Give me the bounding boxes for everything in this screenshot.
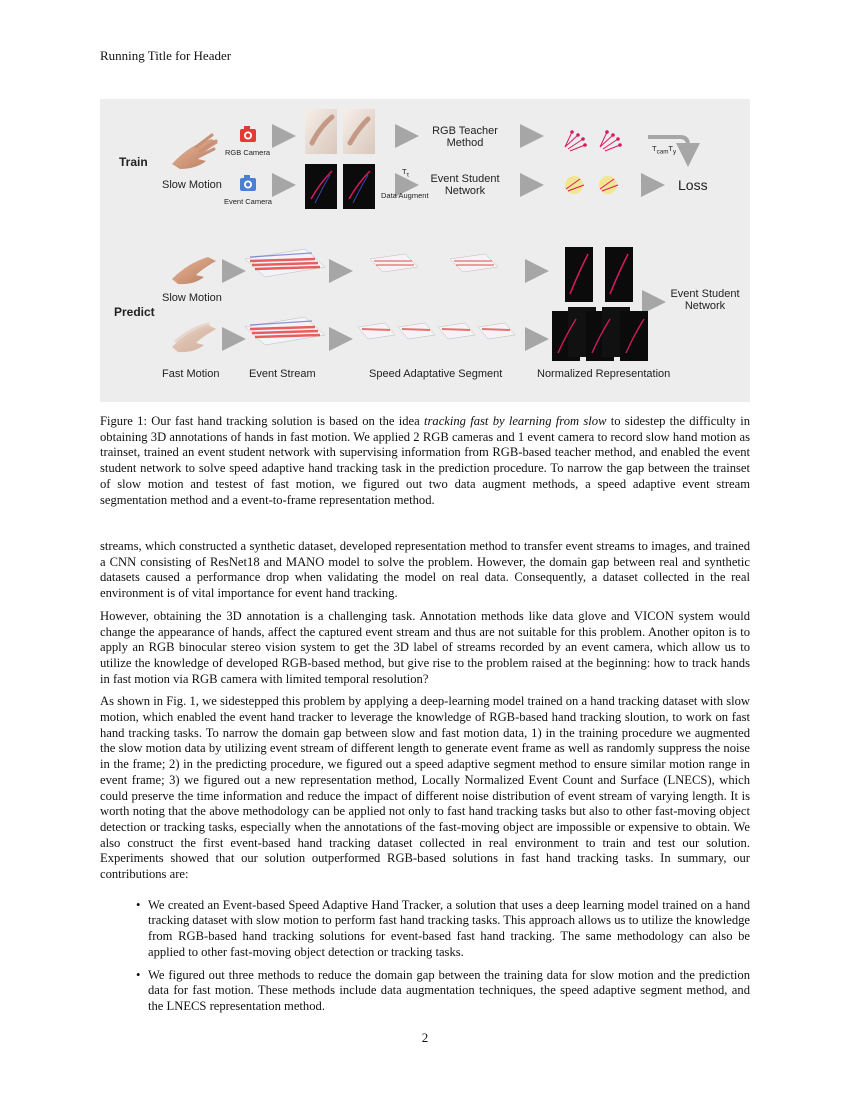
data-augment-label: Data Augment [381, 191, 429, 200]
page-number: 2 [421, 1030, 429, 1045]
loss-label: Loss [678, 177, 708, 193]
train-event-student-network: Event Student Network [430, 173, 500, 197]
predict-event-student-network: Event Student Network [670, 288, 740, 312]
figure-caption: Figure 1: Our fast hand tracking solution is based on the idea tracking fast by learning from slow to sidestep the difficulty in obtaining 3D annotations of hands in fast motion. We applied 2 RGB cameras and 1 event camera to record slow hand motion as trainset, trained an event student network with supervising information from RGB-based teacher method, and enabled the event student network to solve speed adaptive hand tracking task in the prediction procedure. To narrow the gap between the trainset of slow motion and testest of fast motion, we figured out two data augment methods, a speed adaptive event stream segmentation method and a event-to-frame representation method. [100, 414, 750, 507]
predict-fast-motion-label: Fast Motion [162, 368, 220, 380]
train-hand-icon [172, 135, 218, 169]
teacher-keypoints [565, 131, 621, 151]
data-augment-symbol: $T_\tau$ [402, 167, 410, 179]
predict-slow-hand-icon [172, 257, 216, 284]
list-item: • We figured out three methods to reduce the domain gap between the training data for slow motion and the prediction data for fast motion. These methods include data augmentation techniques, the speed adaptive segment method, and the LNECS representation method. [136, 967, 750, 1013]
body-text [100, 539, 750, 1022]
paragraph-1: streams, which constructed a synthetic dataset, developed representation method to transfer event streams to images, and trained a CNN consisting of ResNet18 and MANO model to solve the problem. However, the domain gap between real and synthetic datasets caused a performance drop when validating the model on real data. Consequently, a dataset collected in the real environment is of vital importance for event hand tracking. [100, 539, 750, 601]
list-item: • We created an Event-based Speed Adaptive Hand Tracker, a solution that uses a deep learning model trained on a hand tracking dataset with slow motion to perform fast hand tracking tasks. This approach allows us to utilize the knowledge from RGB-based hand tracking solutions for event-based fast hand tracking. The same methodology can also be applied to other fast-moving object detection or tracking tasks. [136, 897, 750, 959]
event-camera-icon [240, 175, 256, 191]
event-frames [305, 164, 375, 209]
student-keypoints [565, 176, 618, 194]
event-camera-label: Event Camera [224, 197, 272, 206]
speed-segment-label: Speed Adaptative Segment [369, 368, 503, 380]
train-slow-motion-label: Slow Motion [162, 179, 222, 191]
paragraph-2: However, obtaining the 3D annotation is a challenging task. Annotation methods like data glove and VICON system would change the appearance of hands, affect the captured event stream and thus are not suitable for this problem. Another opiton is to apply an RGB binocular stereo vision system to get the 3D label of streams recorded by an event camera, which allow us to utilize the knowledge of developed RGB-based method, but give rise to the problem raised at the beginning: how to track hands in fast motion via RGB camera with limited temporal resolution? [100, 608, 750, 686]
contributions-list [100, 898, 750, 1015]
running-title: Running Title for Header [100, 48, 232, 63]
rgb-frames [305, 109, 375, 154]
rgb-teacher-method: RGB Teacher Method [432, 125, 498, 149]
event-stream-label: Event Stream [249, 368, 316, 380]
figure-1 [100, 99, 750, 402]
predict-label: Predict [114, 305, 155, 319]
rgb-camera-icon [240, 126, 256, 142]
normalized-frames [552, 247, 648, 361]
normalized-representation-label: Normalized Representation [537, 368, 671, 380]
transform-label: $T_{cam}T_y$ [652, 144, 677, 156]
train-label: Train [119, 155, 148, 169]
event-stream-clouds [245, 249, 515, 345]
predict-slow-motion-label: Slow Motion [162, 292, 222, 304]
predict-fast-hand-icon [172, 325, 216, 352]
paragraph-3: As shown in Fig. 1, we sidestepped this problem by applying a deep-learning model trained on a hand tracking dataset with slow motion, which enabled the event hand tracker to leverage the knowledge of RGB-based hand tracking sloution, to work on fast hand tracking tasks. To narrow the domain gap between slow and fast motion data, 1) in the training procedure we augmented the slow motion data by utilizing event stream of different length to generate event frame as well as randomly suppress the noise in the frame; 2) in the predicting procedure, we figured out a speed adaptive segment method to ensure similar motion range in event frame; 3) we figured out a new representation method, Locally Normalized Event Count and Surface (LNECS), which could preserve the time information and reduce the impact of different noise distribution of event stream of varying length. It is worth noting that the above methodology can be applied not only to fast hand tracking tasks but also to other fast-moving object detection or tracking tasks, especially when the annotations of the fast-moving object are impossible or expensive to obtain. We also construct the first event-based hand tracking dataset collected in real environment to train and test our solution. Experiments showed that our solution outperformed RGB-based solutions in fast hand tracking tasks. In summary, our contributions are: [100, 694, 750, 882]
rgb-camera-label: RGB Camera [225, 148, 271, 157]
